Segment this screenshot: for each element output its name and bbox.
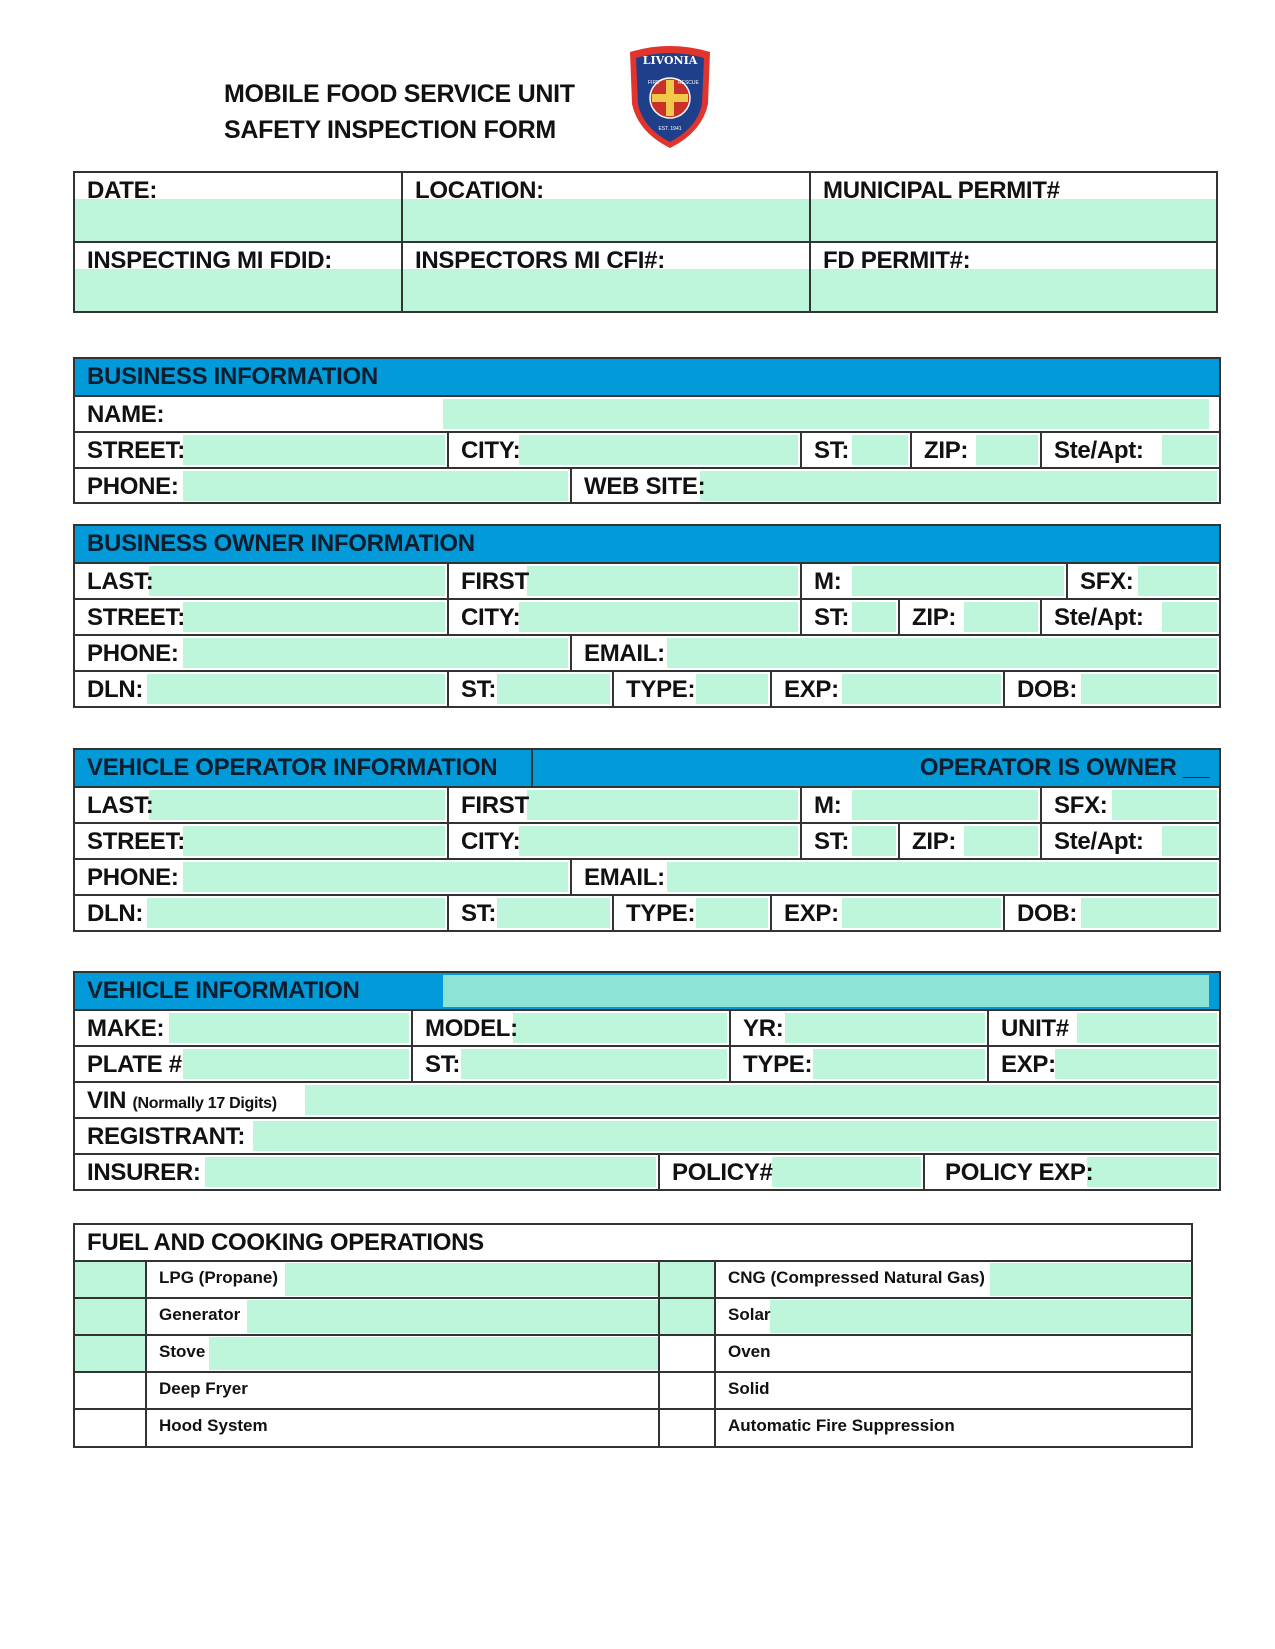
owner-type-cell [612,672,770,706]
vehicle-exp-field[interactable] [1055,1049,1217,1079]
cfi-field[interactable] [403,269,809,311]
vehicle-type-label: TYPE: [743,1051,813,1078]
owner-type-field[interactable] [696,674,768,704]
operator-is-owner-cell [531,750,1219,786]
owner-zip-label: ZIP: [912,604,957,631]
business-ste-cell [1040,433,1219,467]
vehicle-yr-cell [729,1011,987,1045]
operator-ste-cell [1040,824,1219,858]
business-zip-label: ZIP: [924,437,969,464]
business-street-cell [75,433,447,467]
vehicle-insurer-label: INSURER: [87,1159,201,1186]
business-st-field[interactable] [852,435,908,465]
operator-email-label: EMAIL: [584,864,665,891]
business-street-field[interactable] [183,435,445,465]
owner-dln-field[interactable] [147,674,445,704]
vehicle-policy-label: POLICY# [672,1159,773,1186]
operator-last-label: LAST: [87,792,154,819]
lpg-label: LPG (Propane) [159,1268,279,1287]
operator-name-row [75,786,1219,822]
solar-cell [714,1299,1191,1334]
owner-street-cell [75,600,447,634]
operator-dl-st-field[interactable] [497,898,610,928]
operator-email-cell [570,860,1219,894]
owner-dl-st-field[interactable] [497,674,610,704]
business-ste-label: Ste/Apt: [1054,437,1144,464]
location-cell [403,173,811,243]
owner-dob-cell [1003,672,1219,706]
business-information-section [73,357,1221,504]
owner-m-label: M: [814,568,842,595]
owner-email-field[interactable] [667,638,1217,668]
operator-license-row [75,894,1219,930]
business-zip-cell [910,433,1040,467]
business-name-label: NAME: [87,401,165,428]
owner-contact-row [75,634,1219,670]
vehicle-exp-cell [987,1047,1219,1081]
stove-cell [145,1336,658,1371]
owner-ste-field[interactable] [1162,602,1217,632]
operator-zip-label: ZIP: [912,828,957,855]
vehicle-yr-field[interactable] [785,1013,985,1043]
operator-address-row [75,822,1219,858]
stove-field[interactable] [209,1337,658,1370]
vehicle-vin-row [75,1081,1219,1117]
operator-header [75,750,531,786]
operator-type-label: TYPE: [626,900,696,927]
fuel-cooking-section [73,1223,1193,1448]
vehicle-make-row [75,1009,1219,1045]
owner-zip-field[interactable] [964,602,1038,632]
owner-dob-label: DOB: [1017,676,1078,703]
business-header-label: BUSINESS INFORMATION [87,363,378,390]
business-website-cell [570,469,1219,503]
business-city-cell [447,433,800,467]
title-line-2: SAFETY INSPECTION FORM [224,116,556,144]
operator-sfx-field[interactable] [1112,790,1217,820]
operator-phone-field[interactable] [183,862,568,892]
operator-email-field[interactable] [667,862,1217,892]
owner-dl-st-label: ST: [461,676,497,703]
solid-label: Solid [728,1379,770,1398]
oven-cell [714,1336,1191,1371]
fd-permit-label: FD PERMIT#: [823,247,971,274]
stove-checkbox[interactable] [75,1336,145,1371]
operator-dln-field[interactable] [147,898,445,928]
business-st-label: ST: [814,437,850,464]
vehicle-make-cell [75,1011,411,1045]
business-name-row [75,395,1219,431]
vehicle-insurer-cell [75,1155,658,1189]
vehicle-insurer-field[interactable] [205,1157,656,1187]
owner-address-row [75,598,1219,634]
owner-email-cell [570,636,1219,670]
vehicle-policy-field[interactable] [772,1157,921,1187]
operator-dob-label: DOB: [1017,900,1078,927]
owner-ste-label: Ste/Apt: [1054,604,1144,631]
owner-st-label: ST: [814,604,850,631]
business-zip-field[interactable] [976,435,1038,465]
owner-exp-field[interactable] [842,674,1001,704]
generator-cell [145,1299,658,1334]
owner-header-row [75,526,1219,562]
generator-field[interactable] [247,1300,658,1333]
logo-est-text: EST. 1941 [658,126,682,132]
owner-zip-cell [898,600,1040,634]
solar-field[interactable] [770,1300,1191,1333]
vehicle-plate-cell [75,1047,411,1081]
fuel-row-3 [75,1334,1191,1371]
business-city-field[interactable] [519,435,798,465]
business-name-field[interactable] [443,399,1209,429]
operator-type-cell [612,896,770,930]
lpg-cell [145,1262,658,1297]
owner-ste-cell [1040,600,1219,634]
logo-fire-text: FIRE [648,80,660,86]
vehicle-vin-label [87,1086,277,1119]
vehicle-exp-label: EXP: [1001,1051,1056,1078]
operator-is-owner-label[interactable]: OPERATOR IS OWNER __ [919,754,1209,781]
business-phone-label: PHONE: [87,473,179,500]
owner-sfx-label: SFX: [1080,568,1134,595]
vehicle-registrant-label: REGISTRANT: [87,1123,246,1150]
operator-m-cell [800,788,1040,822]
cng-checkbox[interactable] [658,1262,714,1297]
operator-city-cell [447,824,800,858]
vehicle-vin-cell [75,1083,1219,1117]
operator-sfx-label: SFX: [1054,792,1108,819]
operator-ste-label: Ste/Apt: [1054,828,1144,855]
vehicle-policy-cell [658,1155,923,1189]
form-title [224,76,575,148]
operator-city-field[interactable] [519,826,798,856]
business-ste-field[interactable] [1162,435,1217,465]
cfi-cell [403,243,811,311]
solar-label: Solar [728,1305,771,1324]
owner-exp-cell [770,672,1003,706]
stove-label: Stove [159,1342,206,1361]
fire-suppression-checkbox[interactable] [658,1410,714,1446]
vehicle-operator-section [73,748,1221,932]
operator-street-cell [75,824,447,858]
vehicle-registrant-cell [75,1119,1219,1153]
business-city-label: CITY: [461,437,521,464]
solid-cell [714,1373,1191,1408]
operator-zip-field[interactable] [964,826,1038,856]
owner-phone-field[interactable] [183,638,568,668]
fdid-field[interactable] [75,269,401,311]
business-phone-cell [75,469,570,503]
operator-st-field[interactable] [852,826,896,856]
owner-dln-label: DLN: [87,676,144,703]
vehicle-vin-field[interactable] [305,1085,1217,1115]
vehicle-header-row [75,973,1219,1009]
vin-note: (Normally 17 Digits) [132,1095,277,1112]
date-field[interactable] [75,199,401,241]
fd-permit-field[interactable] [811,269,1216,311]
operator-exp-cell [770,896,1003,930]
business-name-cell [75,397,1219,431]
fire-suppression-label: Automatic Fire Suppression [728,1416,955,1435]
operator-m-field[interactable] [852,790,1038,820]
deep-fryer-cell [145,1373,658,1408]
hood-system-label: Hood System [159,1416,268,1435]
location-label: LOCATION: [415,177,544,204]
vehicle-make-field[interactable] [169,1013,409,1043]
operator-first-cell [447,788,800,822]
vehicle-header [75,973,1219,1009]
fd-permit-cell [811,243,1216,311]
vehicle-information-section [73,971,1221,1191]
location-field[interactable] [403,199,809,241]
vehicle-type-field[interactable] [813,1049,985,1079]
logo-top-text: LIVONIA [642,54,698,67]
vehicle-header-label: VEHICLE INFORMATION [87,977,360,1004]
title-line-1: MOBILE FOOD SERVICE UNIT [224,80,575,108]
fire-suppression-cell [714,1410,1191,1446]
operator-header-row [75,750,1219,786]
municipal-permit-field[interactable] [811,199,1216,241]
owner-city-field[interactable] [519,602,798,632]
vehicle-st-cell [411,1047,729,1081]
operator-dln-label: DLN: [87,900,144,927]
vehicle-st-label: ST: [425,1051,461,1078]
operator-first-field[interactable] [527,790,798,820]
vehicle-plate-label: PLATE # [87,1051,182,1078]
owner-m-cell [800,564,1066,598]
owner-email-label: EMAIL: [584,640,665,667]
operator-st-cell [800,824,898,858]
lpg-field[interactable] [285,1263,658,1296]
owner-city-label: CITY: [461,604,521,631]
date-label: DATE: [87,177,158,204]
business-website-field[interactable] [700,471,1217,501]
inspection-header-table [73,171,1218,313]
vehicle-st-field[interactable] [461,1049,727,1079]
operator-last-cell [75,788,447,822]
operator-city-label: CITY: [461,828,521,855]
owner-type-label: TYPE: [626,676,696,703]
vehicle-policy-exp-cell [923,1155,1219,1189]
owner-dob-field[interactable] [1081,674,1217,704]
municipal-permit-cell [811,173,1216,243]
owner-city-cell [447,600,800,634]
operator-ste-field[interactable] [1162,826,1217,856]
vehicle-insurer-row [75,1153,1219,1189]
operator-dl-st-label: ST: [461,900,497,927]
business-street-label: STREET: [87,437,185,464]
vehicle-policy-exp-label: POLICY EXP: [945,1159,1094,1186]
deep-fryer-checkbox[interactable] [75,1373,145,1408]
owner-header [75,526,1219,562]
owner-first-label: FIRST [461,568,529,595]
vehicle-registrant-row [75,1117,1219,1153]
owner-first-field[interactable] [527,566,798,596]
owner-dl-st-cell [447,672,612,706]
operator-first-label: FIRST [461,792,529,819]
owner-name-row [75,562,1219,598]
operator-dob-field[interactable] [1081,898,1217,928]
vehicle-plate-row [75,1045,1219,1081]
fuel-row-2 [75,1297,1191,1334]
vehicle-header-fill [443,975,1209,1007]
business-owner-section [73,524,1221,708]
operator-sfx-cell [1040,788,1219,822]
owner-st-cell [800,600,898,634]
operator-street-field[interactable] [183,826,445,856]
operator-last-field[interactable] [149,790,445,820]
vehicle-policy-exp-field[interactable] [1087,1157,1217,1187]
generator-checkbox[interactable] [75,1299,145,1334]
operator-dln-cell [75,896,447,930]
lpg-checkbox[interactable] [75,1262,145,1297]
operator-phone-label: PHONE: [87,864,179,891]
business-website-label: WEB SITE: [584,473,706,500]
owner-phone-label: PHONE: [87,640,179,667]
owner-license-row [75,670,1219,706]
operator-header-label: VEHICLE OPERATOR INFORMATION [87,754,498,781]
fdid-label: INSPECTING MI FDID: [87,247,332,274]
owner-sfx-cell [1066,564,1219,598]
operator-type-field[interactable] [696,898,768,928]
hood-system-cell [145,1410,658,1446]
operator-street-label: STREET: [87,828,185,855]
fdid-cell [75,243,403,311]
owner-m-field[interactable] [852,566,1064,596]
owner-street-field[interactable] [183,602,445,632]
owner-last-label: LAST: [87,568,154,595]
cng-cell [714,1262,1191,1297]
business-header [75,359,1219,395]
operator-exp-field[interactable] [842,898,1001,928]
vehicle-unit-label: UNIT# [1001,1015,1069,1042]
business-header-row [75,359,1219,395]
hood-system-checkbox[interactable] [75,1410,145,1446]
owner-last-cell [75,564,447,598]
operator-dob-cell [1003,896,1219,930]
vin-label: VIN [87,1087,127,1114]
operator-phone-cell [75,860,570,894]
generator-label: Generator [159,1305,241,1324]
operator-exp-label: EXP: [784,900,839,927]
business-address-row [75,431,1219,467]
owner-last-field[interactable] [149,566,445,596]
cng-field[interactable] [990,1263,1191,1296]
vehicle-registrant-field[interactable] [253,1121,1217,1151]
vehicle-plate-field[interactable] [183,1049,409,1079]
logo-rescue-text: RESCUE [678,80,699,86]
solid-checkbox[interactable] [658,1373,714,1408]
fuel-row-1 [75,1260,1191,1297]
vehicle-unit-field[interactable] [1077,1013,1217,1043]
operator-st-label: ST: [814,828,850,855]
municipal-permit-label: MUNICIPAL PERMIT# [823,177,1060,204]
business-st-cell [800,433,910,467]
oven-label: Oven [728,1342,771,1361]
business-phone-field[interactable] [183,471,568,501]
operator-dl-st-cell [447,896,612,930]
owner-phone-cell [75,636,570,670]
vehicle-model-field[interactable] [513,1013,727,1043]
owner-dln-cell [75,672,447,706]
owner-exp-label: EXP: [784,676,839,703]
fuel-header-label: FUEL AND COOKING OPERATIONS [87,1229,484,1256]
operator-zip-cell [898,824,1040,858]
deep-fryer-label: Deep Fryer [159,1379,248,1398]
owner-st-field[interactable] [852,602,896,632]
vehicle-model-cell [411,1011,729,1045]
fuel-row-4 [75,1371,1191,1408]
vehicle-model-label: MODEL: [425,1015,518,1042]
business-phone-row [75,467,1219,503]
operator-contact-row [75,858,1219,894]
vehicle-make-label: MAKE: [87,1015,165,1042]
oven-checkbox[interactable] [658,1336,714,1371]
vehicle-type-cell [729,1047,987,1081]
operator-m-label: M: [814,792,842,819]
owner-first-cell [447,564,800,598]
cfi-label: INSPECTORS MI CFI#: [415,247,665,274]
fuel-row-5 [75,1408,1191,1446]
cng-label: CNG (Compressed Natural Gas) [728,1268,985,1287]
solar-checkbox[interactable] [658,1299,714,1334]
livonia-fire-badge-logo [622,44,718,150]
owner-sfx-field[interactable] [1138,566,1217,596]
vehicle-unit-cell [987,1011,1219,1045]
owner-header-label: BUSINESS OWNER INFORMATION [87,530,475,557]
date-cell [75,173,403,243]
vehicle-yr-label: YR: [743,1015,784,1042]
owner-street-label: STREET: [87,604,185,631]
